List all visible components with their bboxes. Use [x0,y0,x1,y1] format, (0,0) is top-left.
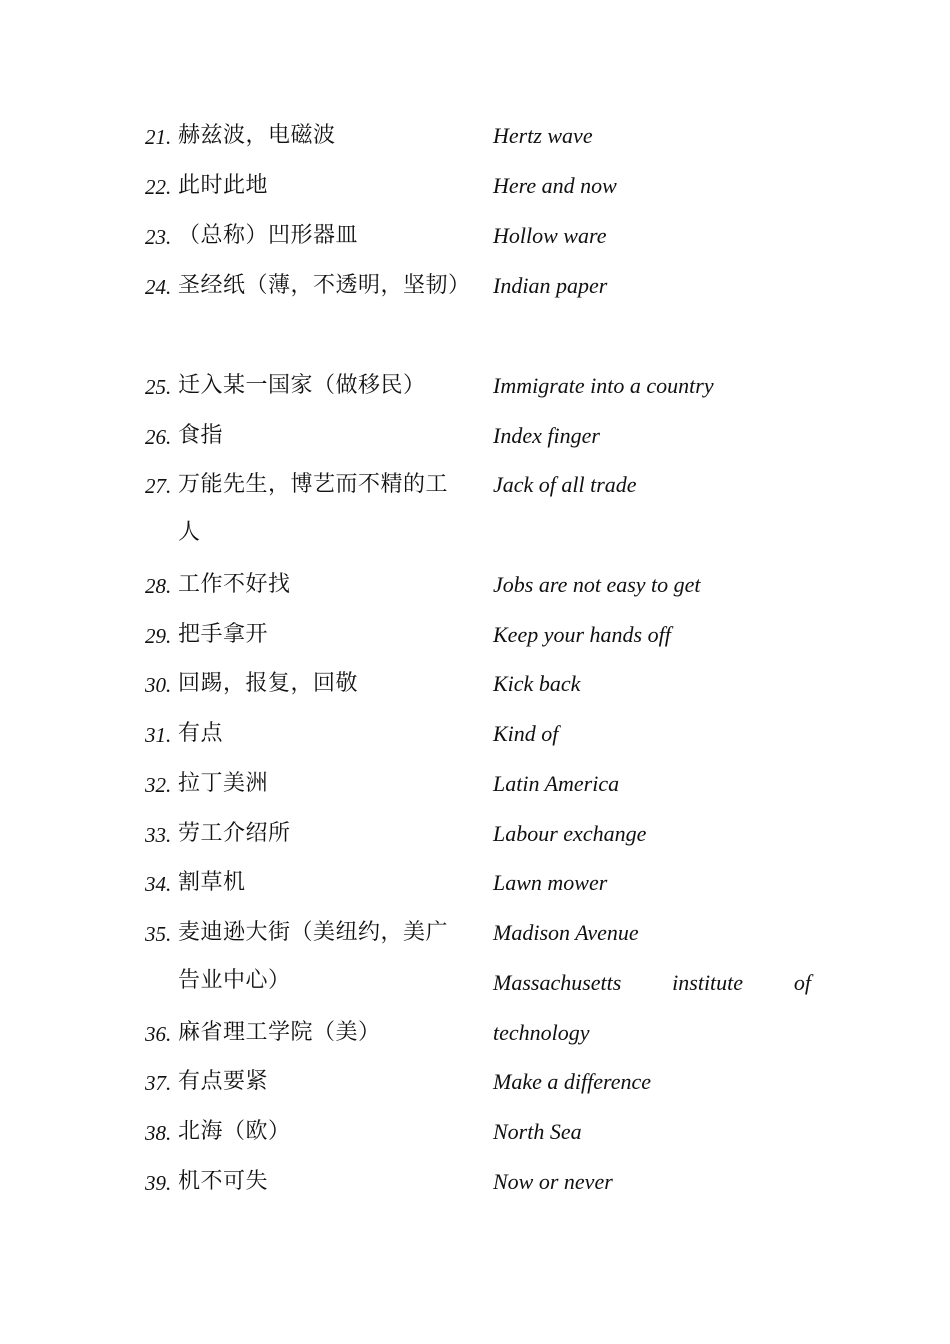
item-number: 27. [145,474,172,498]
item-number: 39. [145,1171,172,1195]
list-item [0,808,950,858]
list-item [0,360,950,410]
english-word: of [793,970,811,995]
list-item [0,658,950,708]
list-item [0,559,950,609]
chinese-term: 拉丁美洲 [178,771,269,796]
list-item [0,609,950,659]
english-term: Keep your hands off [493,622,671,647]
chinese-term: 回踢，报复，回敬 [178,671,359,696]
list-item [0,1106,950,1156]
list-item [0,857,950,907]
chinese-term: 劳工介绍所 [178,821,291,846]
chinese-term: 机不可失 [178,1169,269,1194]
chinese-term: 麦迪逊大街（美纽约，美广告业中心） [178,920,449,993]
item-number: 28. [145,574,172,598]
chinese-term: 麻省理工学院（美） [178,1020,381,1045]
list-item [0,210,950,260]
english-term: Here and now [493,173,617,198]
list-item [0,758,950,808]
item-number: 35. [145,922,172,946]
english-term: Now or never [493,1169,613,1194]
list-item [0,907,950,1007]
english-term: Kick back [493,671,581,696]
chinese-term: 工作不好找 [178,572,291,597]
english-term: Make a difference [493,1069,651,1094]
list-item [0,708,950,758]
english-term: Hertz wave [493,123,593,148]
item-number: 33. [145,823,172,847]
chinese-term: 赫兹波，电磁波 [178,123,336,148]
english-term: Labour exchange [493,821,647,846]
list-item [0,1007,950,1057]
item-number: 23. [145,225,172,249]
list-item [0,260,950,360]
item-number: 36. [145,1022,172,1046]
item-number: 29. [145,624,172,648]
chinese-term: （总称）凹形器皿 [178,223,359,248]
chinese-term: 北海（欧） [178,1119,291,1144]
english-term: Immigrate into a country [493,373,714,398]
chinese-term: 有点 [178,721,224,746]
item-number: 32. [145,773,172,797]
item-number: 25. [145,375,172,399]
chinese-term: 圣经纸（薄，不透明，坚韧） [178,273,471,298]
english-term: North Sea [493,1119,582,1144]
list-item [0,459,950,559]
item-number: 38. [145,1121,172,1145]
english-term: Index finger [493,423,600,448]
item-number: 37. [145,1071,172,1095]
chinese-term: 迁入某一国家（做移民） [178,373,426,398]
list-item [0,110,950,160]
english-term: Hollow ware [493,223,607,248]
item-number: 31. [145,723,172,747]
chinese-term: 食指 [178,423,224,448]
list-item [0,1156,950,1206]
english-term: Lawn mower [493,870,608,895]
english-word: Massachusetts [493,970,622,995]
english-term: Latin America [493,771,620,796]
english-term: Jack of all trade [493,472,637,497]
chinese-term: 有点要紧 [178,1069,269,1094]
english-term: Kind of [493,721,559,746]
list-item [0,1056,950,1106]
english-term: Jobs are not easy to get [493,572,701,597]
english-term: technology [493,1020,590,1045]
item-number: 21. [145,125,172,149]
chinese-term: 把手拿开 [178,622,269,647]
list-item [0,160,950,210]
chinese-term: 此时此地 [178,173,269,198]
chinese-term: 割草机 [178,870,246,895]
item-number: 34. [145,872,172,896]
item-number: 30. [145,673,172,697]
english-term: Indian paper [493,273,608,298]
english-term-continued [493,969,811,997]
item-number: 26. [145,425,172,449]
item-number: 24. [145,275,172,299]
english-word: institute [672,970,744,995]
english-term: Madison Avenue [493,920,639,945]
item-number: 22. [145,175,172,199]
list-item [0,410,950,460]
chinese-term: 万能先生，博艺而不精的工人 [178,472,449,545]
